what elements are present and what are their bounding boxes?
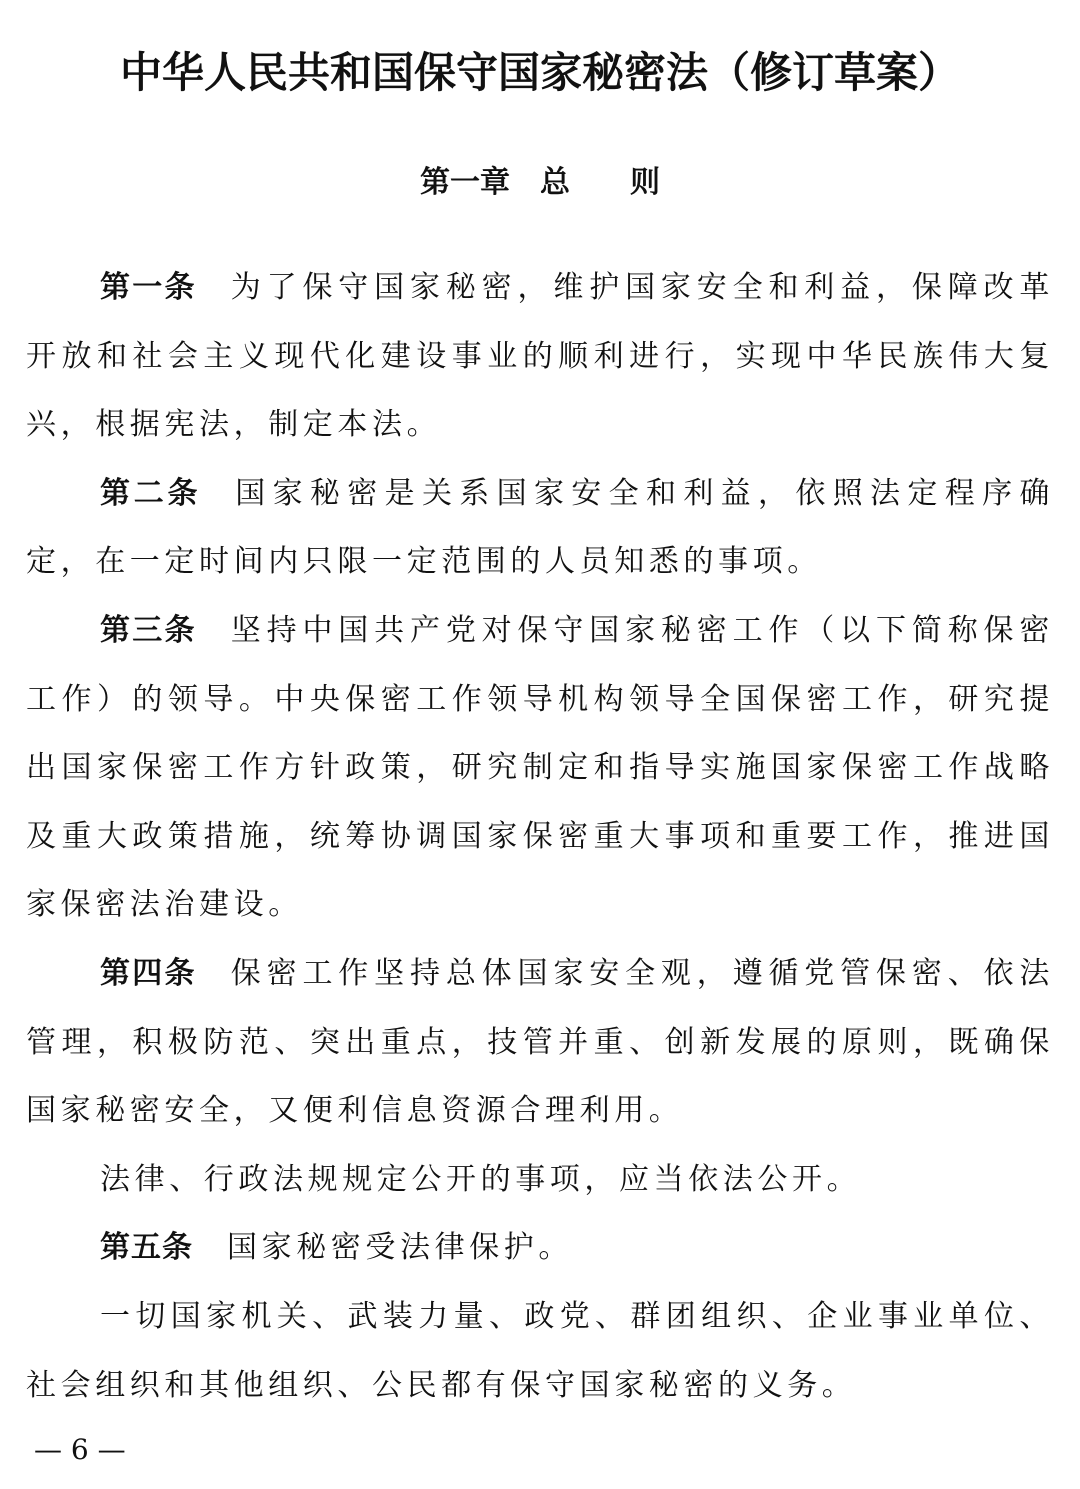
article-text: 坚持中国共产党对保守国家秘密工作（以下简称保密工作）的领导。中央保密工作领导机构领导全国保密工作，研究提出国家保密工作方针政策，研究制定和指导实施国家保密工作战略及重大政策措施，统筹协调国家保密重大事项和重要工作，推进国家保密法治建设。: [26, 612, 1054, 923]
article-4: [26, 940, 1054, 1146]
article-5: [26, 1214, 1054, 1283]
article-text: 保密工作坚持总体国家安全观，遵循党管保密、依法管理，积极防范、突出重点，技管并重、创新发展的原则，既确保国家秘密安全，又便利信息资源合理利用。: [26, 955, 1054, 1129]
article-text: 国家秘密受法律保护。: [227, 1230, 573, 1266]
document-body: [26, 254, 1054, 1420]
article-2: [26, 460, 1054, 597]
article-5-paragraph-2: 一切国家机关、武装力量、政党、群团组织、企业事业单位、社会组织和其他组织、公民都有保守国家秘密的义务。: [26, 1298, 1054, 1403]
article-text: 为了保守国家秘密，维护国家安全和利益，保障改革开放和社会主义现代化建设事业的顺利进行，实现中华民族伟大复兴，根据宪法，制定本法。: [26, 270, 1054, 443]
article-label: 第三条: [100, 612, 197, 648]
article-label: 第四条: [100, 955, 197, 991]
document-title: 中华人民共和国保守国家秘密法（修订草案）: [119, 48, 960, 97]
article-text: 国家秘密是关系国家安全和利益，依照法定程序确定，在一定时间内只限一定范围的人员知悉的事项。: [26, 475, 1055, 580]
page-number: — 6 —: [34, 1433, 126, 1466]
article-label: 第一条: [100, 270, 197, 305]
article-label: 第二条: [100, 475, 202, 511]
article-3: [26, 597, 1054, 940]
article-label: 第五条: [100, 1230, 193, 1266]
chapter-heading: 第一章 总 则: [420, 165, 660, 200]
article-4-paragraph-2: 法律、行政法规规定公开的事项，应当依法公开。: [100, 1161, 862, 1197]
article-1: [26, 254, 1054, 460]
